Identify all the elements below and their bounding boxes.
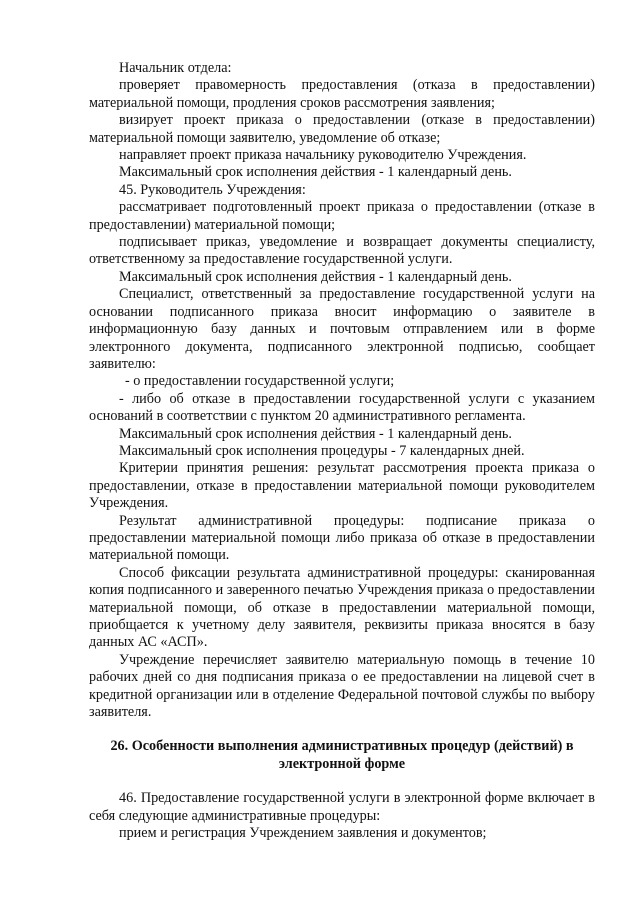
paragraph: Специалист, ответственный за предоставление государственной услуги на основании подписанного приказа вносит информацию о заявителе в информационную базу данных и почтовым отправлением или в форме электронного документа, подписанного электронной подписью, сообщает заявителю: (89, 286, 595, 372)
spacer (89, 773, 595, 790)
document-page (89, 60, 595, 842)
paragraph: Максимальный срок исполнения процедуры - 7 календарных дней. (119, 442, 525, 459)
paragraph: Учреждение перечисляет заявителю материальную помощь в течение 10 рабочих дней со дня подписания приказа о ее предоставлении на лицевой счет в кредитной организации или в отделение Федеральной почтовой службы по выбору заявителя. (89, 651, 595, 721)
section-heading: 26. Особенности выполнения административных процедур (действий) в электронной форме (110, 738, 574, 772)
list-item: - о предоставлении государственной услуги; (125, 373, 395, 390)
paragraph: Максимальный срок исполнения действия - 1 календарный день. (119, 268, 512, 285)
paragraph: Максимальный срок исполнения действия - 1 календарный день. (119, 164, 512, 181)
spacer (89, 721, 595, 738)
paragraph: подписывает приказ, уведомление и возвращает документы специалисту, ответственному за предоставление государственной услуги. (89, 234, 595, 268)
paragraph: прием и регистрация Учреждением заявления и документов; (119, 825, 487, 842)
paragraph: проверяет правомерность предоставления (отказа в предоставлении) материальной помощи, продления сроков рассмотрения заявления; (89, 77, 595, 111)
paragraph: Критерии принятия решения: результат рассмотрения проекта приказа о предоставлении, отказе в предоставлении материальной помощи руководителем Учреждения. (89, 460, 595, 512)
paragraph: Максимальный срок исполнения действия - 1 календарный день. (119, 425, 512, 442)
paragraph: 46. Предоставление государственной услуги в электронной форме включает в себя следующие административные процедуры: (89, 790, 595, 824)
paragraph: Начальник отдела: (119, 60, 232, 76)
paragraph: 45. Руководитель Учреждения: (119, 181, 306, 198)
list-item: - либо об отказе в предоставлении государственной услуги с указанием оснований в соответствии с пунктом 20 административного регламента. (89, 390, 595, 425)
paragraph: Результат административной процедуры: подписание приказа о предоставлении материальной помощи либо приказа об отказе в предоставлении материальной помощи. (89, 512, 595, 564)
paragraph: визирует проект приказа о предоставлении (отказе в предоставлении) материальной помощи заявителю, уведомление об отказе; (89, 112, 595, 146)
paragraph: направляет проект приказа начальнику руководителю Учреждения. (119, 147, 527, 164)
paragraph: рассматривает подготовленный проект приказа о предоставлении (отказе в предоставлении) материальной помощи; (89, 199, 595, 233)
paragraph: Способ фиксации результата административной процедуры: сканированная копия подписанного и заверенного печатью Учреждения приказа о предоставлении материальной помощи, об отказе в предоставлении материальной помощи, приобщается к учетному делу заявителя, реквизиты приказа вносятся в базу данных АС «АСП». (89, 564, 595, 651)
